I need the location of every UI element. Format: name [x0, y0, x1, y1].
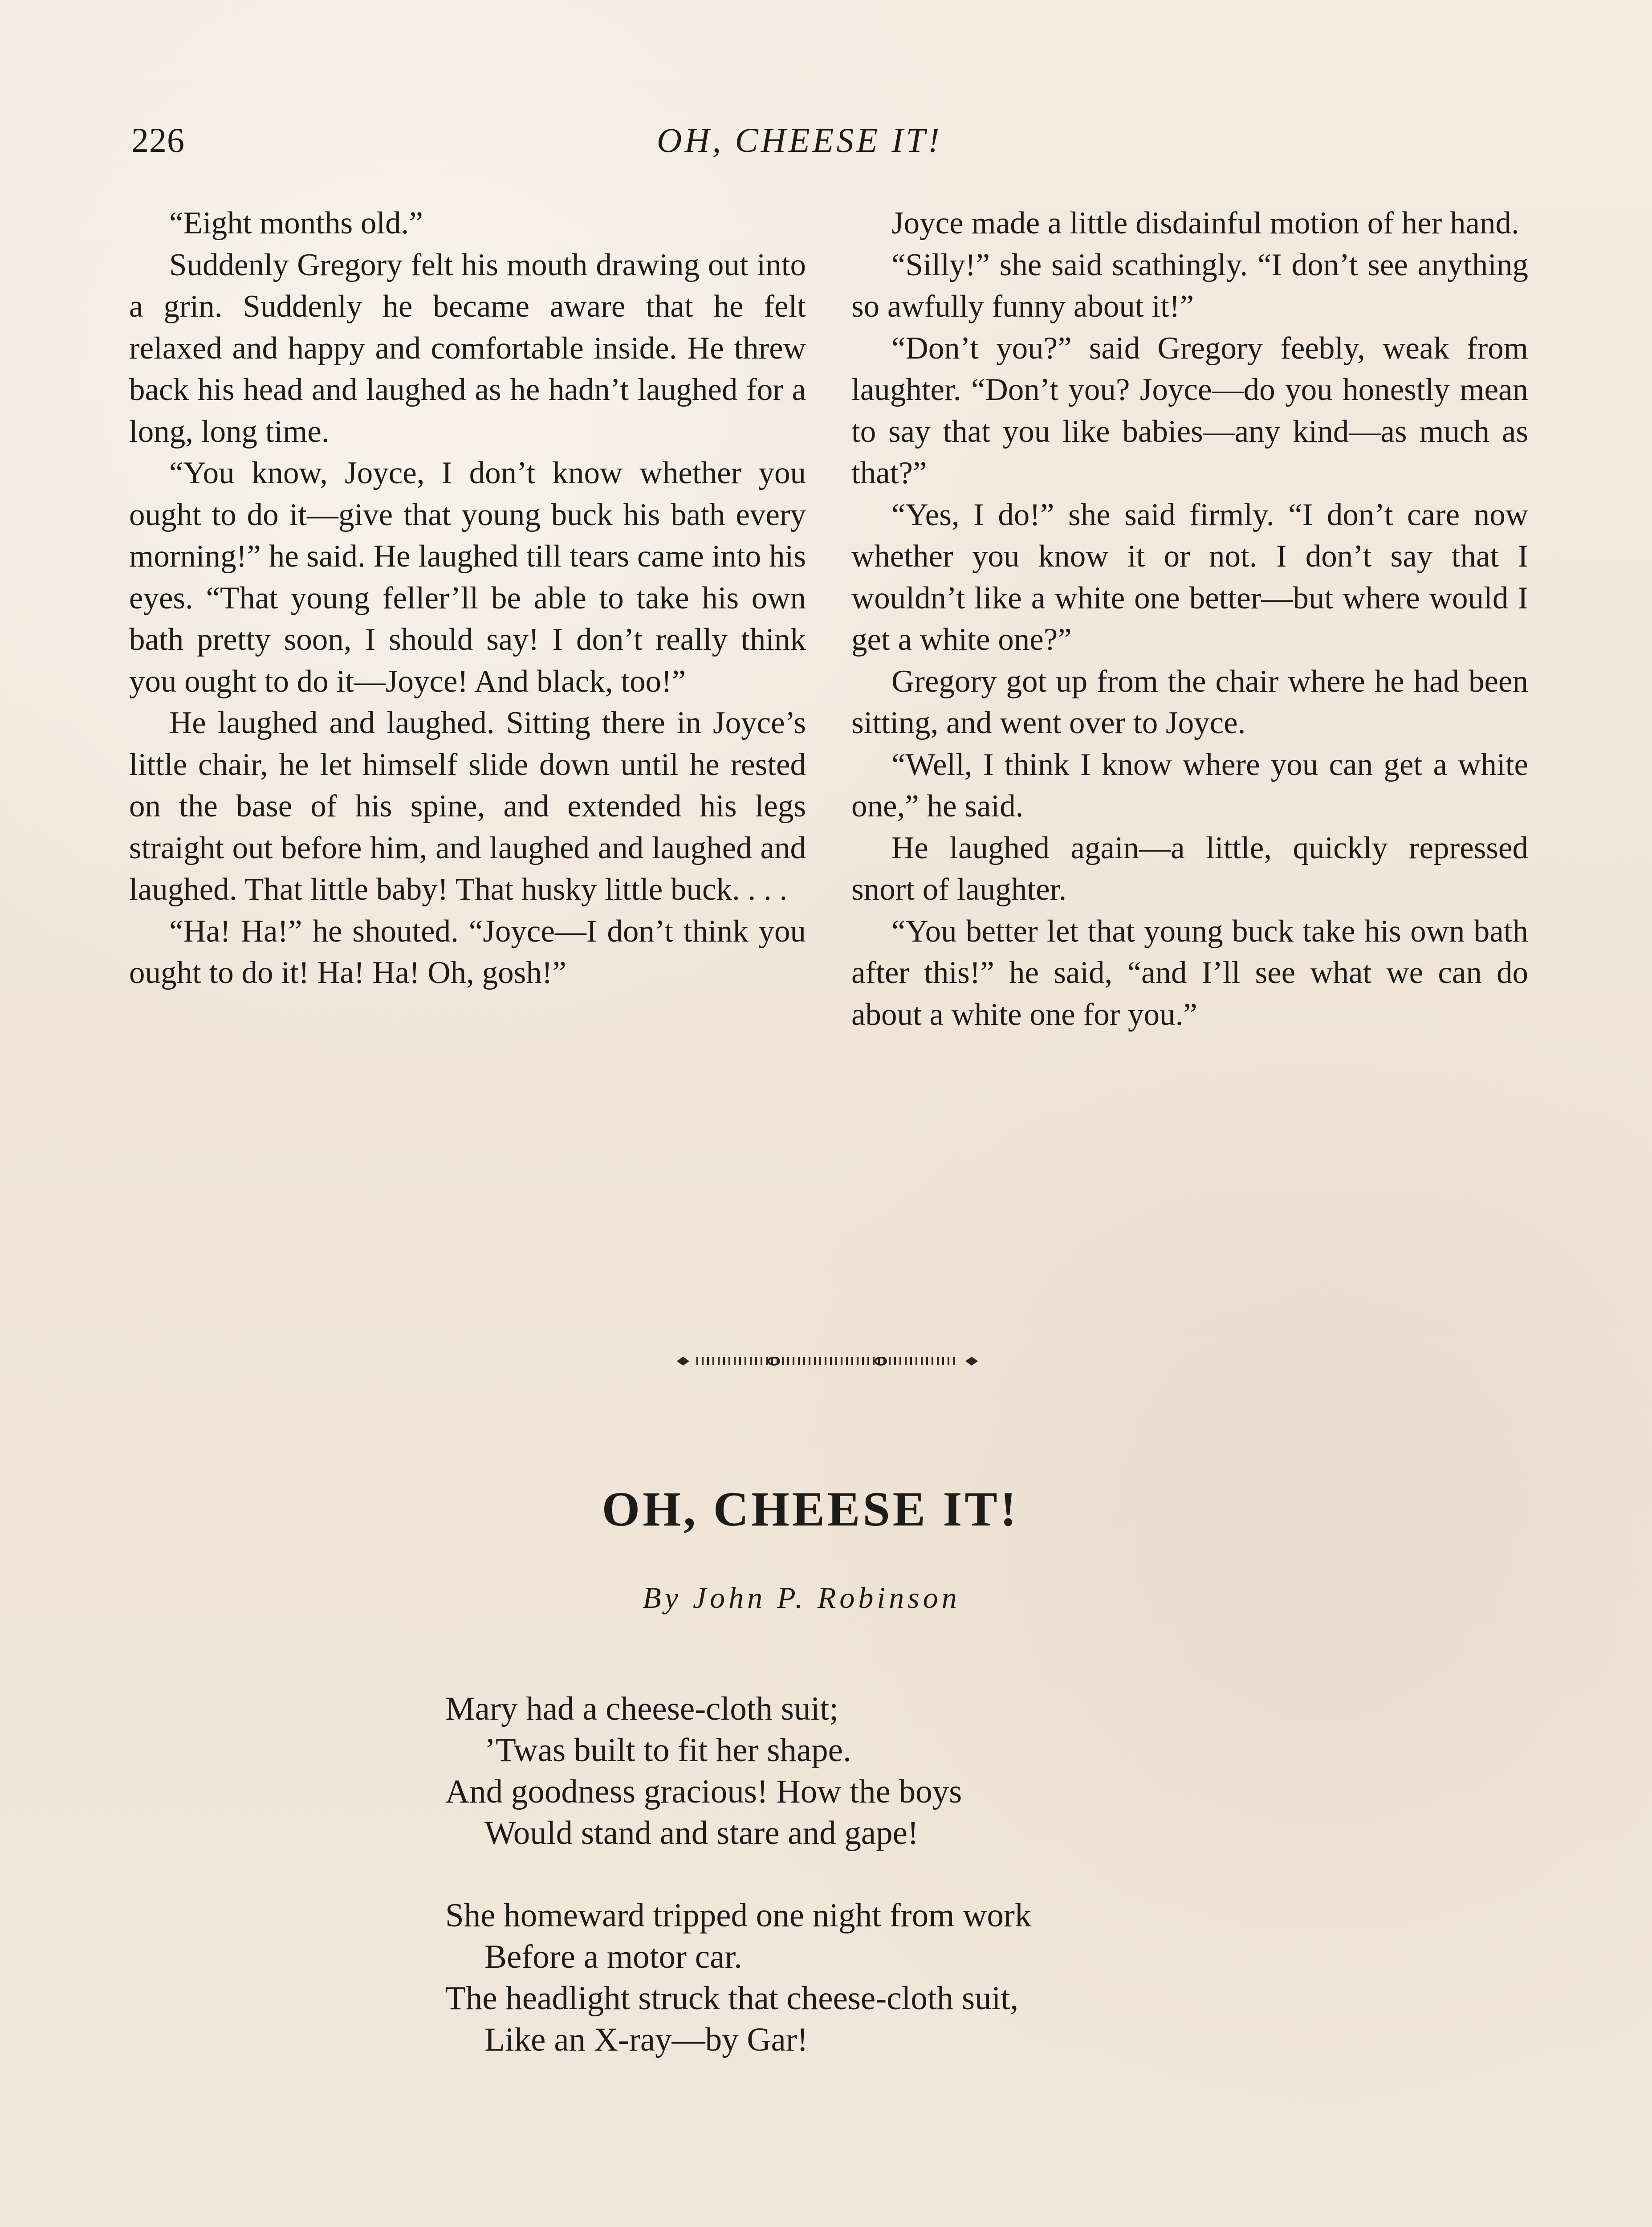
poem-stanza: [445, 1895, 1247, 2060]
story-paragraph: Joyce made a little disdainful motion of her hand.: [891, 206, 1519, 241]
story-paragraph: “Silly!” she said scathingly. “I don’t see anything so awfully funny about it!”: [851, 247, 1528, 324]
story-paragraph: “You know, Joyce, I don’t know whether you ought to do it—give that young buck his bath every morning!” he said. He laughed till tears came into his eyes. “That young feller’ll be able to take his own bath pretty soon, I should say! I don’t really think you ought to do it—Joyce! And black, too!”: [129, 456, 806, 699]
story-paragraph: “Yes, I do!” she said firmly. “I don’t care now whether you know it or not. I don’t say that I wouldn’t like a white one better—but where would I get a white one?”: [851, 497, 1528, 657]
running-title: OH, CHEESE IT!: [657, 121, 942, 159]
poem-line: ’Twas built to fit her shape.: [484, 1732, 851, 1769]
story-paragraph: “Don’t you?” said Gregory feebly, weak from laughter. “Don’t you? Joyce—do you honestly mean to say that you like babies—any kind—as much as that?”: [851, 330, 1528, 490]
poem-line: Before a motor car.: [484, 1938, 742, 1975]
running-head: [131, 120, 1521, 174]
page-number: 226: [131, 121, 185, 159]
poem-line: And goodness gracious! How the boys: [445, 1773, 962, 1810]
story-paragraph: “Eight months old.”: [169, 206, 423, 241]
story-right-column: [851, 203, 1528, 1036]
story-paragraph: Gregory got up from the chair where he had been sitting, and went over to Joyce.: [851, 664, 1528, 740]
story-paragraph: “Ha! Ha!” he shouted. “Joyce—I don’t think you ought to do it! Ha! Ha! Oh, gosh!”: [129, 914, 806, 990]
story-paragraph: “Well, I think I know where you can get a white one,” he said.: [851, 747, 1528, 824]
divider-ornament-icon: [671, 1352, 983, 1370]
poem-line: She homeward tripped one night from work: [445, 1897, 1032, 1934]
story-paragraph: He laughed again—a little, quickly repressed snort of laughter.: [851, 830, 1528, 907]
poem-byline: By John P. Robinson: [643, 1581, 960, 1615]
story-paragraph: “You better let that young buck take his own bath after this!” he said, “and I’ll see what we can do about a white one for you.”: [851, 914, 1528, 1032]
story-paragraph: He laughed and laughed. Sitting there in Joyce’s little chair, he let himself slide down until he rested on the base of his spine, and extended his legs straight out before him, and laughed and laughed and laughed. That little baby! That husky little buck. . . .: [129, 706, 806, 907]
poem: [445, 1688, 1247, 2101]
story-left-column: [129, 203, 806, 994]
poem-line: Mary had a cheese-cloth suit;: [445, 1690, 839, 1727]
poem-line: The headlight struck that cheese-cloth suit,: [445, 1980, 1019, 2017]
poem-title: OH, CHEESE IT!: [602, 1482, 1019, 1536]
poem-line: Like an X-ray—by Gar!: [484, 2021, 808, 2058]
poem-stanza: [445, 1688, 1247, 1854]
poem-line: Would stand and stare and gape!: [484, 1815, 919, 1852]
story-paragraph: Suddenly Gregory felt his mouth drawing out into a grin. Suddenly he became aware that he felt relaxed and happy and comfortable inside. He threw back his head and laughed as he hadn’t laughed for a long, long time.: [129, 247, 806, 449]
